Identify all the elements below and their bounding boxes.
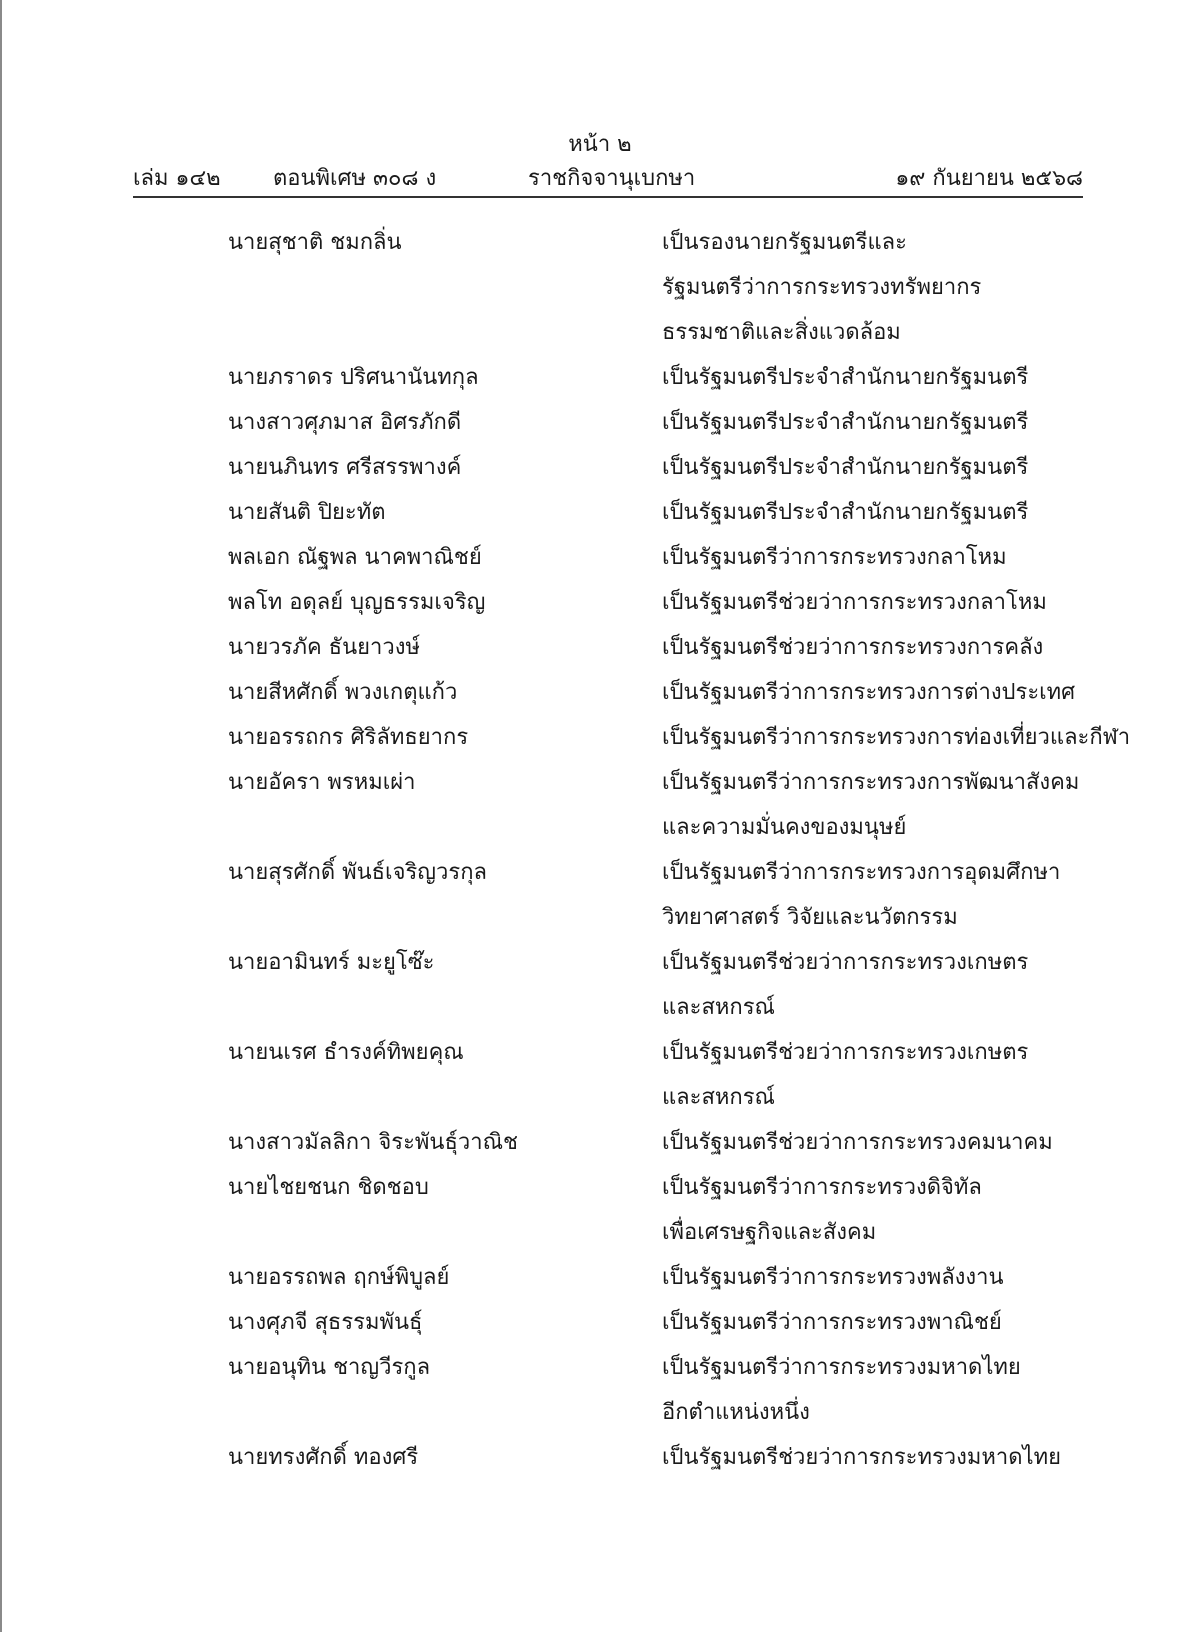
position-line: เป็นรัฐมนตรีว่าการกระทรวงดิจิทัล: [662, 1175, 982, 1200]
minister-position: [662, 580, 1182, 625]
position-line: เป็นรองนายกรัฐมนตรีและ: [662, 230, 907, 255]
minister-name: นายไชยชนก ชิดชอบ: [228, 1175, 429, 1200]
minister-position: [662, 1120, 1182, 1165]
minister-name: นายอรรถพล ฤกษ์พิบูลย์: [228, 1265, 450, 1290]
minister-name: พลโท อดุลย์ บุญธรรมเจริญ: [228, 590, 486, 615]
position-line: และสหกรณ์: [662, 995, 775, 1020]
minister-position: [662, 400, 1182, 445]
position-line: และความมั่นคงของมนุษย์: [662, 815, 907, 840]
minister-position: [662, 940, 1182, 1030]
position-line: ธรรมชาติและสิ่งแวดล้อม: [662, 320, 901, 345]
header-volume: เล่ม ๑๔๒: [133, 166, 221, 191]
position-line: เป็นรัฐมนตรีประจำสำนักนายกรัฐมนตรี: [662, 365, 1029, 390]
minister-position: [662, 1345, 1182, 1435]
list-item: [0, 1435, 1200, 1480]
list-item: [0, 1120, 1200, 1165]
position-line: เป็นรัฐมนตรีช่วยว่าการกระทรวงเกษตร: [662, 1040, 1029, 1065]
list-item: [0, 1345, 1200, 1435]
minister-position: [662, 850, 1182, 940]
header-rule: [133, 196, 1083, 198]
position-line: เพื่อเศรษฐกิจและสังคม: [662, 1220, 877, 1245]
position-line: เป็นรัฐมนตรีช่วยว่าการกระทรวงคมนาคม: [662, 1130, 1053, 1155]
list-item: [0, 445, 1200, 490]
position-line: รัฐมนตรีว่าการกระทรวงทรัพยากร: [662, 275, 982, 300]
minister-position: [662, 670, 1182, 715]
position-line: เป็นรัฐมนตรีว่าการกระทรวงพาณิชย์: [662, 1310, 1002, 1335]
list-item: [0, 715, 1200, 760]
list-item: [0, 1300, 1200, 1345]
position-line: เป็นรัฐมนตรีประจำสำนักนายกรัฐมนตรี: [662, 500, 1029, 525]
minister-name: นายนภินทร ศรีสรรพางค์: [228, 455, 462, 480]
position-line: เป็นรัฐมนตรีว่าการกระทรวงกลาโหม: [662, 545, 1007, 570]
minister-position: [662, 1030, 1182, 1120]
minister-position: [662, 625, 1182, 670]
position-line: เป็นรัฐมนตรีประจำสำนักนายกรัฐมนตรี: [662, 410, 1029, 435]
position-line: เป็นรัฐมนตรีว่าการกระทรวงการอุดมศึกษา: [662, 860, 1061, 885]
minister-name: นายอนุทิน ชาญวีรกูล: [228, 1355, 431, 1380]
list-item: [0, 850, 1200, 940]
position-line: เป็นรัฐมนตรีว่าการกระทรวงการพัฒนาสังคม: [662, 770, 1080, 795]
minister-name: นางสาวมัลลิกา จิระพันธุ์วาณิช: [228, 1130, 518, 1155]
minister-position: [662, 490, 1182, 535]
position-line: เป็นรัฐมนตรีช่วยว่าการกระทรวงเกษตร: [662, 950, 1029, 975]
position-line: เป็นรัฐมนตรีว่าการกระทรวงการท่องเที่ยวและกีฬา: [662, 725, 1131, 750]
position-line: วิทยาศาสตร์ วิจัยและนวัตกรรม: [662, 905, 958, 930]
gazette-header: [133, 160, 1083, 194]
list-item: [0, 580, 1200, 625]
minister-position: [662, 715, 1182, 760]
list-item: [0, 220, 1200, 355]
minister-position: [662, 1300, 1182, 1345]
list-item: [0, 1030, 1200, 1120]
minister-name: นายสีหศักดิ์ พวงเกตุแก้ว: [228, 680, 458, 705]
list-item: [0, 535, 1200, 580]
minister-name: นายอัครา พรหมเผ่า: [228, 770, 416, 795]
header-issue: ตอนพิเศษ ๓๐๘ ง: [273, 166, 437, 191]
minister-position: [662, 535, 1182, 580]
minister-position: [662, 220, 1182, 355]
minister-name: นายสันติ ปิยะทัต: [228, 500, 386, 525]
list-item: [0, 400, 1200, 445]
minister-position: [662, 1435, 1182, 1480]
minister-name: นายภราดร ปริศนานันทกุล: [228, 365, 479, 390]
list-item: [0, 760, 1200, 850]
minister-position: [662, 1165, 1182, 1255]
list-item: [0, 490, 1200, 535]
position-line: เป็นรัฐมนตรีว่าการกระทรวงมหาดไทย: [662, 1355, 1021, 1380]
minister-name: นายอามินทร์ มะยูโซ๊ะ: [228, 950, 435, 975]
minister-name: นายวรภัค ธันยาวงษ์: [228, 635, 420, 660]
list-item: [0, 670, 1200, 715]
minister-name: นายอรรถกร ศิริลัทธยากร: [228, 725, 469, 750]
minister-list: [0, 220, 1200, 1480]
list-item: [0, 1165, 1200, 1255]
position-line: เป็นรัฐมนตรีช่วยว่าการกระทรวงกลาโหม: [662, 590, 1047, 615]
minister-name: นายสุรศักดิ์ พันธ์เจริญวรกุล: [228, 860, 488, 885]
list-item: [0, 625, 1200, 670]
position-line: อีกตำแหน่งหนึ่ง: [662, 1400, 810, 1425]
position-line: และสหกรณ์: [662, 1085, 775, 1110]
page-number: หน้า ๒: [568, 132, 632, 157]
position-line: เป็นรัฐมนตรีว่าการกระทรวงพลังงาน: [662, 1265, 1004, 1290]
position-line: เป็นรัฐมนตรีประจำสำนักนายกรัฐมนตรี: [662, 455, 1029, 480]
minister-position: [662, 760, 1182, 850]
minister-name: นายทรงศักดิ์ ทองศรี: [228, 1445, 419, 1470]
header-journal: ราชกิจจานุเบกษา: [528, 166, 696, 191]
position-line: เป็นรัฐมนตรีช่วยว่าการกระทรวงการคลัง: [662, 635, 1044, 660]
list-item: [0, 1255, 1200, 1300]
minister-name: นายสุชาติ ชมกลิ่น: [228, 230, 402, 255]
minister-name: พลเอก ณัฐพล นาคพาณิชย์: [228, 545, 482, 570]
minister-position: [662, 445, 1182, 490]
minister-name: นางศุภจี สุธรรมพันธุ์: [228, 1310, 423, 1335]
list-item: [0, 940, 1200, 1030]
header-date: ๑๙ กันยายน ๒๕๖๘: [895, 166, 1083, 191]
list-item: [0, 355, 1200, 400]
minister-position: [662, 1255, 1182, 1300]
minister-name: นางสาวศุภมาส อิศรภักดี: [228, 410, 462, 435]
position-line: เป็นรัฐมนตรีช่วยว่าการกระทรวงมหาดไทย: [662, 1445, 1061, 1470]
minister-name: นายนเรศ ธำรงค์ทิพยคุณ: [228, 1040, 464, 1065]
position-line: เป็นรัฐมนตรีว่าการกระทรวงการต่างประเทศ: [662, 680, 1076, 705]
minister-position: [662, 355, 1182, 400]
